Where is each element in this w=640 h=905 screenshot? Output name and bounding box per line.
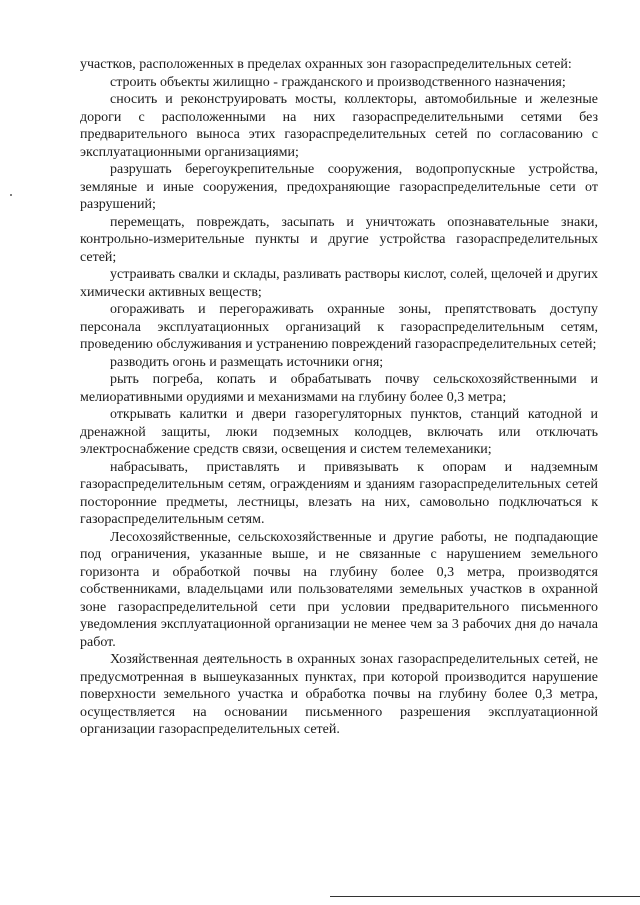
paragraph-item-demolition: сносить и реконструировать мосты, коллекторы, автомобильные и железные дороги с расположенными на них газораспределительными сетями без предварительного выноса этих газораспределительных сетей по согласованию с эксплуатационными организациями; xyxy=(80,92,598,160)
paragraph-item-markers: перемещать, повреждать, засыпать и уничтожать опознавательные знаки, контрольно-измерительные пункты и другие устройства газораспределительных сетей; xyxy=(80,214,598,265)
paragraph-item-bank-protection: разрушать берегоукрепительные сооружения, водопропускные устройства, земляные и иные сооружения, предохраняющие газораспределительные сети от разрушений; xyxy=(80,162,598,212)
paragraph-item-attachments: набрасывать, приставлять и привязывать к опорам и надземным газораспределительным сетям, ограждениям и зданиям газораспределительных сетей посторонние предметы, лестницы, влезать на них, самовольно подключаться к газораспределительным сетям. xyxy=(80,459,598,527)
paragraph-item-dumps: устраивать свалки и склады, разливать растворы кислот, солей, щелочей и других химически активных веществ; xyxy=(80,267,598,300)
bottom-edge-line xyxy=(330,896,640,897)
paragraph-economic-activity: Хозяйственная деятельность в охранных зонах газораспределительных сетей, не предусмотренная в вышеуказанных пунктах, при которой производится нарушение поверхности земельного участка и обработка почвы на глубину более 0,3 метра, осуществляется на основании письменного разрешения эксплуатационной организации газораспределительных сетей. xyxy=(80,652,598,737)
paragraph-item-construction: строить объекты жилищно - гражданского и производственного назначения; xyxy=(110,74,566,90)
paragraph-item-digging: рыть погреба, копать и обрабатывать почву сельскохозяйственными и мелиоративными орудиями и механизмами на глубину более 0,3 метра; xyxy=(80,372,598,405)
paragraph-item-fire: разводить огонь и размещать источники огня; xyxy=(110,354,384,370)
paragraph-item-fencing: огораживать и перегораживать охранные зоны, препятствовать доступу персонала эксплуатационных организаций к газораспределительным сетям, проведению обслуживания и устранению повреждений газораспределительных сетей; xyxy=(80,302,598,352)
paragraph-continuation: участков, расположенных в пределах охранных зон газораспределительных сетей: xyxy=(80,57,572,72)
document-body xyxy=(80,56,598,739)
paragraph-forestry-works: Лесохозяйственные, сельскохозяйственные и другие работы, не подпадающие под ограничения, указанные выше, и не связанные с нарушением земельного горизонта и обработкой почвы на глубину более 0,3 метра, производятся собственниками, владельцами или пользователями земельных участков в охранной зоне газораспределительной сети при условии предварительного письменного уведомления эксплуатационной организации не менее чем за 3 рабочих дня до начала работ. xyxy=(80,529,598,650)
paragraph-item-access: открывать калитки и двери газорегуляторных пунктов, станций катодной и дренажной защиты, люки подземных колодцев, включать или отключать электроснабжение средств связи, освещения и систем телемеханики; xyxy=(80,407,598,457)
scan-artifact-dot xyxy=(10,194,12,196)
